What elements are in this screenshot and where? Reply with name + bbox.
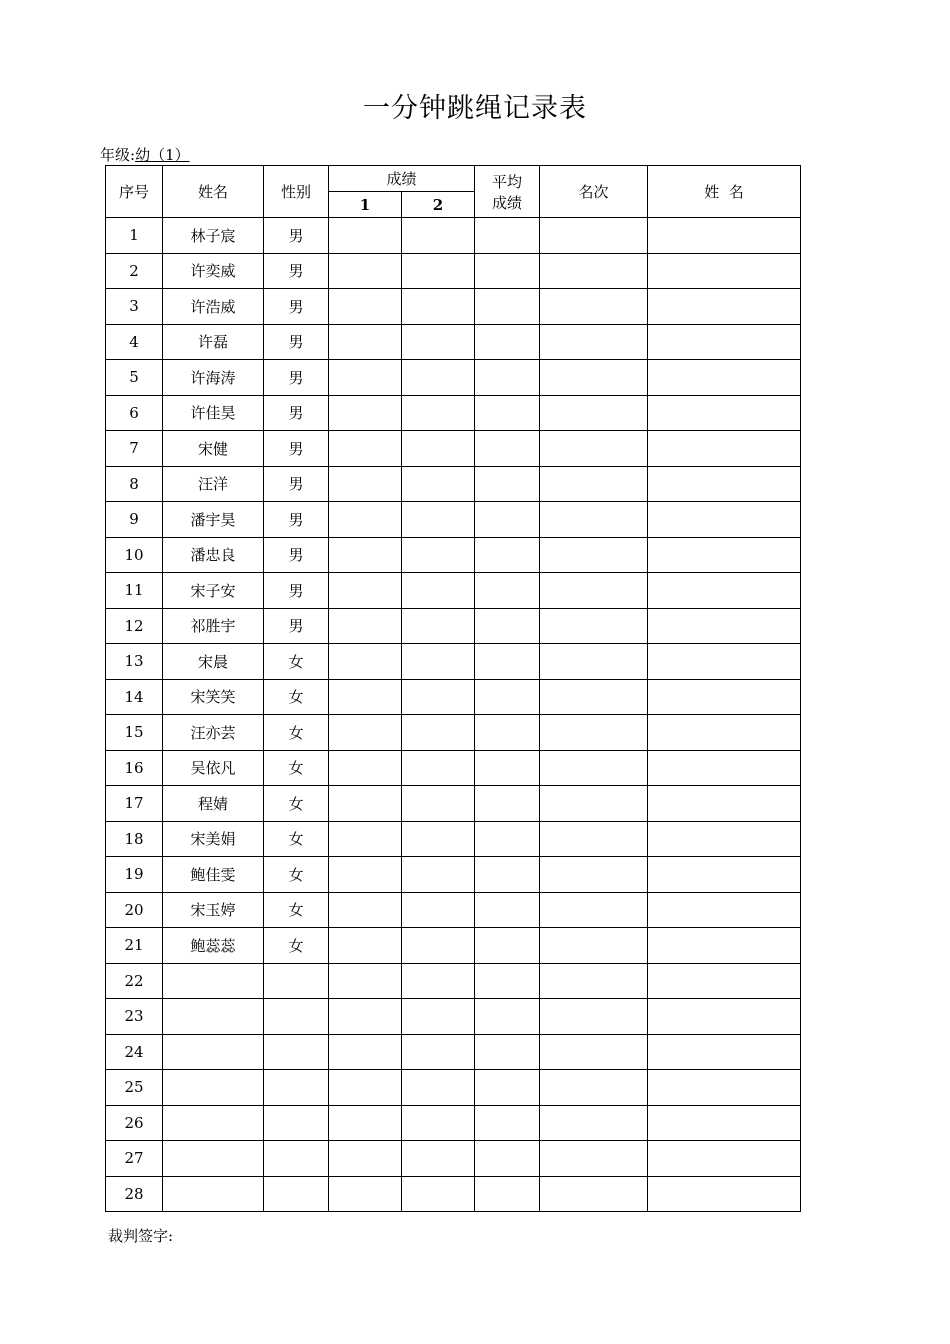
table-row	[106, 999, 801, 1035]
row-name: 宋晨	[163, 644, 264, 680]
row-score-1[interactable]	[329, 431, 402, 467]
row-average[interactable]	[475, 1141, 540, 1177]
row-score-2[interactable]	[402, 999, 475, 1035]
row-name2[interactable]	[648, 1105, 801, 1141]
record-table	[105, 165, 801, 1212]
row-name2[interactable]	[648, 537, 801, 573]
row-name	[163, 963, 264, 999]
row-index: 2	[106, 253, 163, 289]
row-average[interactable]	[475, 431, 540, 467]
row-index: 24	[106, 1034, 163, 1070]
row-name2[interactable]	[648, 395, 801, 431]
table-row	[106, 928, 801, 964]
row-gender	[264, 963, 329, 999]
table-row	[106, 431, 801, 467]
row-score-2[interactable]	[402, 573, 475, 609]
row-name2[interactable]	[648, 324, 801, 360]
row-gender	[264, 1141, 329, 1177]
table-row	[106, 821, 801, 857]
row-index: 3	[106, 289, 163, 325]
row-rank[interactable]	[540, 253, 648, 289]
row-score-2[interactable]	[402, 608, 475, 644]
row-score-2[interactable]	[402, 857, 475, 893]
row-rank[interactable]	[540, 857, 648, 893]
row-index: 25	[106, 1070, 163, 1106]
row-score-1[interactable]	[329, 1105, 402, 1141]
row-rank[interactable]	[540, 289, 648, 325]
row-rank[interactable]	[540, 502, 648, 538]
table-row	[106, 289, 801, 325]
row-gender: 男	[264, 466, 329, 502]
row-name	[163, 1034, 264, 1070]
row-score-2[interactable]	[402, 1070, 475, 1106]
row-score-2[interactable]	[402, 431, 475, 467]
row-name2[interactable]	[648, 999, 801, 1035]
row-score-1[interactable]	[329, 1034, 402, 1070]
row-name	[163, 1176, 264, 1212]
row-gender: 男	[264, 431, 329, 467]
row-gender: 女	[264, 928, 329, 964]
row-gender: 男	[264, 608, 329, 644]
page-title: 一分钟跳绳记录表	[363, 93, 587, 124]
row-name: 许海涛	[163, 360, 264, 396]
row-name	[163, 1141, 264, 1177]
row-average[interactable]	[475, 608, 540, 644]
row-average[interactable]	[475, 289, 540, 325]
table-row	[106, 1105, 801, 1141]
row-name2[interactable]	[648, 857, 801, 893]
row-gender: 男	[264, 253, 329, 289]
row-name: 许磊	[163, 324, 264, 360]
table-row	[106, 750, 801, 786]
row-index: 15	[106, 715, 163, 751]
row-name: 宋健	[163, 431, 264, 467]
row-gender	[264, 1176, 329, 1212]
row-score-2[interactable]	[402, 324, 475, 360]
table-row	[106, 715, 801, 751]
row-name2[interactable]	[648, 786, 801, 822]
row-score-1[interactable]	[329, 715, 402, 751]
row-index: 6	[106, 395, 163, 431]
row-score-2[interactable]	[402, 786, 475, 822]
row-rank[interactable]	[540, 360, 648, 396]
row-average[interactable]	[475, 999, 540, 1035]
header-index: 序号	[106, 166, 163, 218]
table-row	[106, 1034, 801, 1070]
header-score: 成绩	[329, 166, 475, 192]
judge-signature-label: 裁判签字:	[108, 1227, 174, 1245]
row-rank[interactable]	[540, 928, 648, 964]
row-name2[interactable]	[648, 928, 801, 964]
row-rank[interactable]	[540, 786, 648, 822]
header-average	[475, 166, 540, 218]
row-score-2[interactable]	[402, 537, 475, 573]
table-row	[106, 857, 801, 893]
row-score-2[interactable]	[402, 360, 475, 396]
header-average-line2: 成绩	[492, 193, 523, 212]
row-index: 1	[106, 218, 163, 254]
table-row	[106, 608, 801, 644]
table-row	[106, 892, 801, 928]
row-index: 20	[106, 892, 163, 928]
row-score-1[interactable]	[329, 963, 402, 999]
row-score-1[interactable]	[329, 466, 402, 502]
row-rank[interactable]	[540, 999, 648, 1035]
table-row	[106, 963, 801, 999]
row-score-1[interactable]	[329, 750, 402, 786]
table-row	[106, 644, 801, 680]
record-rows	[106, 218, 801, 1212]
table-row	[106, 395, 801, 431]
row-index: 23	[106, 999, 163, 1035]
table-row	[106, 1176, 801, 1212]
row-name2[interactable]	[648, 1141, 801, 1177]
row-score-2[interactable]	[402, 395, 475, 431]
table-row	[106, 218, 801, 254]
row-score-1[interactable]	[329, 1176, 402, 1212]
row-score-1[interactable]	[329, 892, 402, 928]
row-name: 宋玉婷	[163, 892, 264, 928]
row-average[interactable]	[475, 786, 540, 822]
table-row	[106, 1070, 801, 1106]
row-index: 7	[106, 431, 163, 467]
row-score-1[interactable]	[329, 573, 402, 609]
row-average[interactable]	[475, 715, 540, 751]
row-gender: 男	[264, 324, 329, 360]
row-score-1[interactable]	[329, 324, 402, 360]
row-score-2[interactable]	[402, 466, 475, 502]
row-gender	[264, 1105, 329, 1141]
row-gender: 女	[264, 679, 329, 715]
header-name2: 姓 名	[648, 166, 801, 218]
row-gender: 男	[264, 395, 329, 431]
row-rank[interactable]	[540, 1034, 648, 1070]
row-score-1[interactable]	[329, 218, 402, 254]
table-row	[106, 679, 801, 715]
row-index: 14	[106, 679, 163, 715]
row-average[interactable]	[475, 537, 540, 573]
row-index: 9	[106, 502, 163, 538]
header-rank: 名次	[540, 166, 648, 218]
row-gender: 女	[264, 821, 329, 857]
row-name2[interactable]	[648, 644, 801, 680]
row-score-2[interactable]	[402, 963, 475, 999]
row-average[interactable]	[475, 963, 540, 999]
row-score-1[interactable]	[329, 786, 402, 822]
row-score-2[interactable]	[402, 1105, 475, 1141]
table-row	[106, 1141, 801, 1177]
row-score-1[interactable]	[329, 608, 402, 644]
row-score-2[interactable]	[402, 750, 475, 786]
row-name2[interactable]	[648, 466, 801, 502]
row-name2[interactable]	[648, 218, 801, 254]
row-name: 许奕威	[163, 253, 264, 289]
header-score-2: 2	[402, 192, 475, 218]
grade-label: 年级:	[100, 146, 136, 164]
row-name: 许佳昊	[163, 395, 264, 431]
table-row	[106, 502, 801, 538]
row-score-2[interactable]	[402, 1034, 475, 1070]
row-name2[interactable]	[648, 679, 801, 715]
row-name2[interactable]	[648, 963, 801, 999]
row-average[interactable]	[475, 679, 540, 715]
row-index: 26	[106, 1105, 163, 1141]
row-gender	[264, 999, 329, 1035]
row-rank[interactable]	[540, 715, 648, 751]
row-name: 鲍佳雯	[163, 857, 264, 893]
row-name2[interactable]	[648, 715, 801, 751]
row-name: 汪亦芸	[163, 715, 264, 751]
row-name2[interactable]	[648, 253, 801, 289]
row-average[interactable]	[475, 750, 540, 786]
table-row	[106, 573, 801, 609]
row-index: 10	[106, 537, 163, 573]
row-name: 程婧	[163, 786, 264, 822]
row-gender: 男	[264, 360, 329, 396]
row-index: 27	[106, 1141, 163, 1177]
row-name	[163, 1070, 264, 1106]
row-gender: 男	[264, 502, 329, 538]
row-score-1[interactable]	[329, 679, 402, 715]
header-score-1: 1	[329, 192, 402, 218]
row-score-1[interactable]	[329, 821, 402, 857]
row-average[interactable]	[475, 502, 540, 538]
row-average[interactable]	[475, 218, 540, 254]
row-name2[interactable]	[648, 750, 801, 786]
row-index: 28	[106, 1176, 163, 1212]
row-index: 12	[106, 608, 163, 644]
row-name	[163, 999, 264, 1035]
row-score-2[interactable]	[402, 644, 475, 680]
row-score-1[interactable]	[329, 502, 402, 538]
row-name2[interactable]	[648, 360, 801, 396]
row-name: 潘忠良	[163, 537, 264, 573]
row-average[interactable]	[475, 1070, 540, 1106]
row-name2[interactable]	[648, 1176, 801, 1212]
row-score-1[interactable]	[329, 537, 402, 573]
row-score-1[interactable]	[329, 928, 402, 964]
row-name2[interactable]	[648, 289, 801, 325]
table-row	[106, 466, 801, 502]
row-name2[interactable]	[648, 1034, 801, 1070]
table-row	[106, 537, 801, 573]
row-rank[interactable]	[540, 324, 648, 360]
row-score-2[interactable]	[402, 289, 475, 325]
row-name: 许浩威	[163, 289, 264, 325]
row-gender: 女	[264, 786, 329, 822]
row-name: 吴依凡	[163, 750, 264, 786]
row-rank[interactable]	[540, 537, 648, 573]
row-name2[interactable]	[648, 1070, 801, 1106]
row-rank[interactable]	[540, 644, 648, 680]
row-score-1[interactable]	[329, 1070, 402, 1106]
row-score-1[interactable]	[329, 644, 402, 680]
row-rank[interactable]	[540, 750, 648, 786]
grade-value: 幼（1）	[135, 146, 190, 164]
row-average[interactable]	[475, 395, 540, 431]
row-average[interactable]	[475, 1176, 540, 1212]
row-rank[interactable]	[540, 892, 648, 928]
row-rank[interactable]	[540, 679, 648, 715]
row-name2[interactable]	[648, 821, 801, 857]
grade-line	[100, 144, 196, 165]
row-score-2[interactable]	[402, 928, 475, 964]
row-score-1[interactable]	[329, 1141, 402, 1177]
row-index: 16	[106, 750, 163, 786]
header-name: 姓名	[163, 166, 264, 218]
row-index: 21	[106, 928, 163, 964]
row-average[interactable]	[475, 857, 540, 893]
row-index: 18	[106, 821, 163, 857]
row-gender: 女	[264, 857, 329, 893]
table-row	[106, 253, 801, 289]
row-score-2[interactable]	[402, 892, 475, 928]
row-name2[interactable]	[648, 608, 801, 644]
row-average[interactable]	[475, 928, 540, 964]
header-gender: 性别	[264, 166, 329, 218]
row-rank[interactable]	[540, 963, 648, 999]
row-rank[interactable]	[540, 608, 648, 644]
row-gender: 女	[264, 892, 329, 928]
row-index: 19	[106, 857, 163, 893]
row-average[interactable]	[475, 821, 540, 857]
row-name	[163, 1105, 264, 1141]
row-name: 汪洋	[163, 466, 264, 502]
row-score-1[interactable]	[329, 289, 402, 325]
row-index: 13	[106, 644, 163, 680]
row-gender: 男	[264, 218, 329, 254]
row-index: 17	[106, 786, 163, 822]
row-score-2[interactable]	[402, 218, 475, 254]
row-gender	[264, 1070, 329, 1106]
row-rank[interactable]	[540, 821, 648, 857]
row-rank[interactable]	[540, 573, 648, 609]
row-score-1[interactable]	[329, 999, 402, 1035]
row-score-2[interactable]	[402, 679, 475, 715]
row-score-2[interactable]	[402, 502, 475, 538]
row-name2[interactable]	[648, 431, 801, 467]
row-index: 8	[106, 466, 163, 502]
row-name2[interactable]	[648, 502, 801, 538]
row-score-2[interactable]	[402, 253, 475, 289]
row-name: 宋笑笑	[163, 679, 264, 715]
row-gender: 女	[264, 750, 329, 786]
row-average[interactable]	[475, 1034, 540, 1070]
row-average[interactable]	[475, 644, 540, 680]
row-rank[interactable]	[540, 1105, 648, 1141]
row-name: 祁胜宇	[163, 608, 264, 644]
row-rank[interactable]	[540, 1176, 648, 1212]
row-gender: 男	[264, 537, 329, 573]
row-average[interactable]	[475, 892, 540, 928]
row-rank[interactable]	[540, 431, 648, 467]
row-average[interactable]	[475, 360, 540, 396]
row-average[interactable]	[475, 573, 540, 609]
row-score-2[interactable]	[402, 821, 475, 857]
row-gender: 女	[264, 715, 329, 751]
row-average[interactable]	[475, 466, 540, 502]
row-name: 鲍蕊蕊	[163, 928, 264, 964]
table-row	[106, 360, 801, 396]
row-name: 林子宸	[163, 218, 264, 254]
row-index: 5	[106, 360, 163, 396]
header-average-line1: 平均	[492, 172, 523, 191]
row-name: 宋美娟	[163, 821, 264, 857]
row-score-1[interactable]	[329, 360, 402, 396]
row-average[interactable]	[475, 1105, 540, 1141]
row-score-1[interactable]	[329, 857, 402, 893]
row-score-1[interactable]	[329, 395, 402, 431]
row-gender: 男	[264, 289, 329, 325]
row-rank[interactable]	[540, 218, 648, 254]
row-name: 潘宇昊	[163, 502, 264, 538]
row-gender: 男	[264, 573, 329, 609]
row-score-1[interactable]	[329, 253, 402, 289]
row-index: 4	[106, 324, 163, 360]
row-average[interactable]	[475, 324, 540, 360]
row-rank[interactable]	[540, 395, 648, 431]
row-score-2[interactable]	[402, 1141, 475, 1177]
row-rank[interactable]	[540, 1141, 648, 1177]
row-name2[interactable]	[648, 892, 801, 928]
table-row	[106, 324, 801, 360]
table-row	[106, 786, 801, 822]
row-index: 22	[106, 963, 163, 999]
row-rank[interactable]	[540, 466, 648, 502]
row-index: 11	[106, 573, 163, 609]
row-rank[interactable]	[540, 1070, 648, 1106]
row-gender: 女	[264, 644, 329, 680]
row-gender	[264, 1034, 329, 1070]
row-score-2[interactable]	[402, 1176, 475, 1212]
row-name: 宋子安	[163, 573, 264, 609]
row-average[interactable]	[475, 253, 540, 289]
row-score-2[interactable]	[402, 715, 475, 751]
row-name2[interactable]	[648, 573, 801, 609]
